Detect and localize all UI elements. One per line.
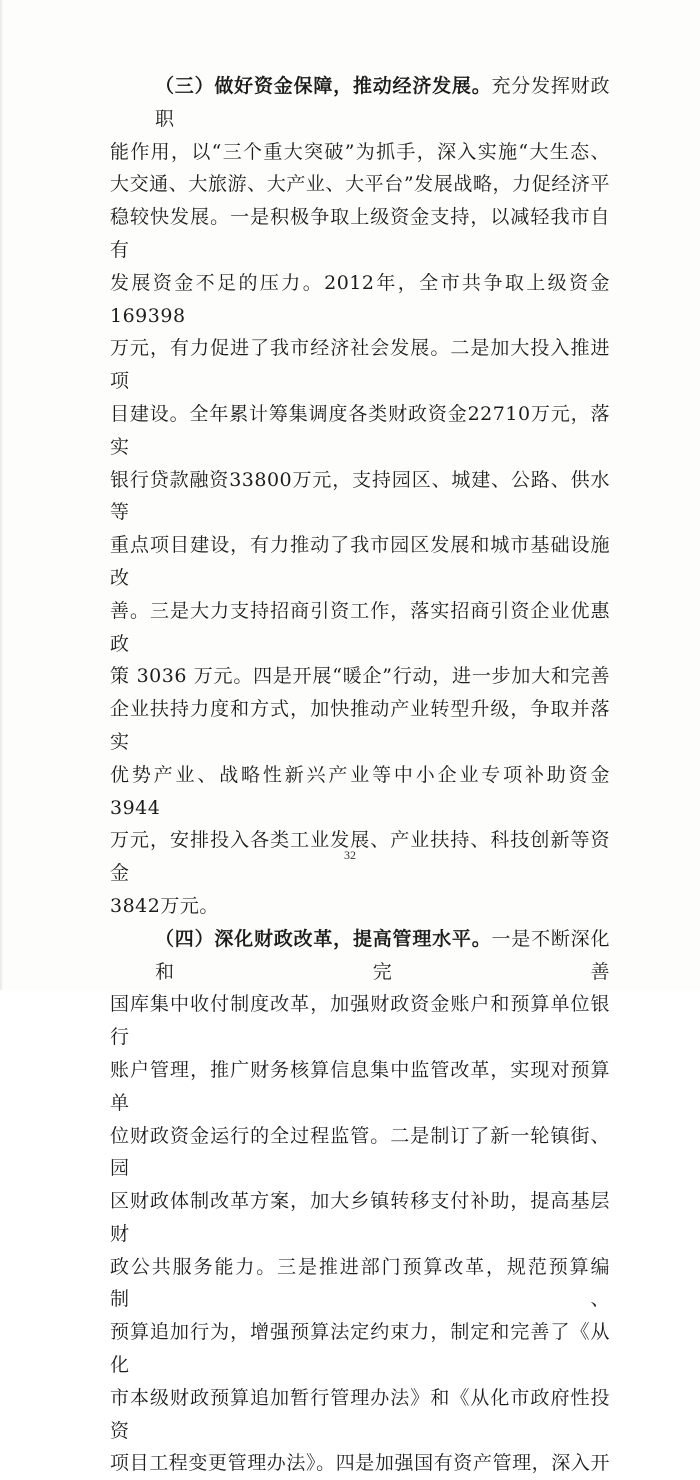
section4-line: 市本级财政预算追加暂行管理办法》和《从化市政府性投资 [110,1386,610,1442]
section3-line: 万元，有力促进了我市经济社会发展。二是加大投入推进项 [110,337,610,393]
section3-line: 企业扶持力度和方式，加快推动产业转型升级，争取并落实 [110,698,610,753]
section3-line: 大交通、大旅游、大产业、大平台”发展战略，力促经济平 [110,173,610,196]
section4-line: 位财政资金运行的全过程监管。二是制订了新一轮镇街、园 [110,1124,610,1180]
section3-last-line: 3842万元。 [110,894,219,917]
section4-line: 项目工程变更管理办法》。四是加强国有资产管理，深入开 [110,1452,610,1475]
scan-edge [0,0,3,990]
section4-heading: （四）深化财政改革，提高管理水平。 [155,927,492,950]
section4-line: 国库集中收付制度改革，加强财政资金账户和预算单位银行 [110,993,610,1049]
section4-line: 账户管理，推广财务核算信息集中监管改革，实现对预算单 [110,1058,610,1114]
section3-line: 目建设。全年累计筹集调度各类财政资金22710万元，落实 [110,402,610,458]
section3-line: 能作用，以“三个重大突破”为抓手，深入实施“大生态、 [110,140,610,163]
section3-first-line [110,70,610,136]
section4-line: 预算追加行为，增强预算法定约束力，制定和完善了《从化 [110,1321,610,1377]
section4-line: 一是不断深化和完善 [155,927,610,983]
section4-line: 区财政体制改革方案，加大乡镇转移支付补助，提高基层财 [110,1190,610,1245]
section3-line: 善。三是大力支持招商引资工作，落实招商引资企业优惠政 [110,599,610,655]
section3-line: 万元，安排投入各类工业发展、产业扶持、科技创新等资金 [110,829,610,885]
section3-line: 优势产业、战略性新兴产业等中小企业专项补助资金 3944 [110,763,610,819]
section4-line: 政公共服务能力。三是推进部门预算改革，规范预算编制、 [110,1255,610,1311]
section3-heading: （三）做好资金保障，推动经济发展。 [155,75,492,97]
section3-line: 策 3036 万元。四是开展“暖企”行动，进一步加大和完善 [110,665,610,688]
section3-line: 银行贷款融资33800万元，支持园区、城建、公路、供水等 [110,468,610,524]
section3-line: 稳较快发展。一是积极争取上级资金支持，以减轻我市自有 [110,206,610,261]
section3-line: 发展资金不足的压力。2012年，全市共争取上级资金169398 [110,271,610,327]
section4-first-line [110,923,610,989]
section3-line: 重点项目建设，有力推动了我市园区发展和城市基础设施改 [110,534,610,589]
section3-line: 充分发挥财政职 [155,75,610,130]
page-number: 32 [344,848,356,862]
body-text [110,70,610,1480]
